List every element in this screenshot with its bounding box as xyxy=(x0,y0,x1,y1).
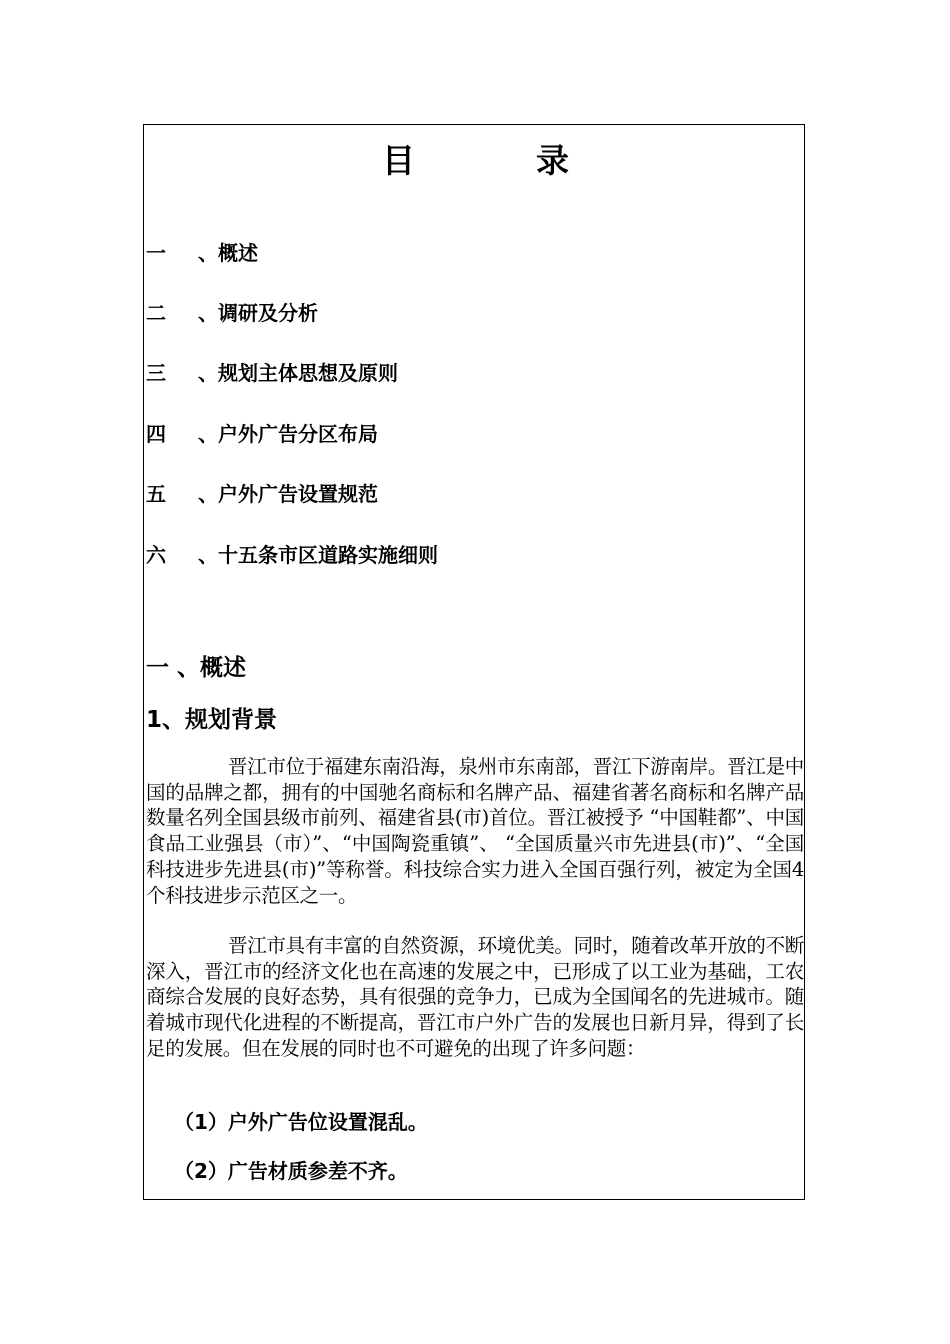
toc-item-number: 四 xyxy=(146,422,166,446)
toc-item-label: 、调研及分析 xyxy=(198,301,318,325)
toc-item-number: 五 xyxy=(146,482,166,506)
toc-title-right: 录 xyxy=(536,141,569,180)
toc-title-left: 目 xyxy=(382,141,415,180)
toc-item-label: 、概述 xyxy=(198,241,258,265)
toc-item-number: 六 xyxy=(146,543,166,567)
toc-item-label: 、规划主体思想及原则 xyxy=(198,361,398,385)
toc-item-label: 、十五条市区道路实施细则 xyxy=(198,543,438,567)
toc-item-number: 三 xyxy=(146,361,166,385)
toc-item-label: 、户外广告设置规范 xyxy=(198,482,378,506)
issue-item-1: （1）户外广告位设置混乱。 xyxy=(174,1110,428,1134)
section-subheading: 1、规划背景 xyxy=(146,707,278,733)
toc-item-number: 二 xyxy=(146,301,166,325)
body-paragraph-1: 晋江市位于福建东南沿海，泉州市东南部，晋江下游南岸。晋江是中国的品牌之都，拥有的中国驰名商标和名牌产品、福建省著名商标和名牌产品数量名列全国县级市前列、福建省县(市)首位。晋江被授予 “中国鞋都”、中国食品工业强县（市）”、“中国陶瓷重镇”、 “全国质量兴市先进县(市)”、“全国科技进步先进县(市)”等称誉。科技综合实力进入全国百强行列，被定为全国4个科技进步示范区之一。 xyxy=(146,755,805,907)
document-page xyxy=(143,124,805,1200)
issue-item-2: （2）广告材质参差不齐。 xyxy=(174,1159,408,1183)
toc-item-label: 、户外广告分区布局 xyxy=(198,422,378,446)
body-paragraph-2: 晋江市具有丰富的自然资源，环境优美。同时，随着改革开放的不断深入，晋江市的经济文化也在高速的发展之中，已形成了以工业为基础，工农商综合发展的良好态势，具有很强的竞争力，已成为全国闻名的先进城市。随着城市现代化进程的不断提高，晋江市户外广告的发展也日新月异，得到了长足的发展。但在发展的同时也不可避免的出现了许多问题： xyxy=(146,934,805,1060)
toc-item-number: 一 xyxy=(146,241,166,265)
toc-title xyxy=(144,135,804,180)
section-heading: 一 、概述 xyxy=(146,655,247,681)
